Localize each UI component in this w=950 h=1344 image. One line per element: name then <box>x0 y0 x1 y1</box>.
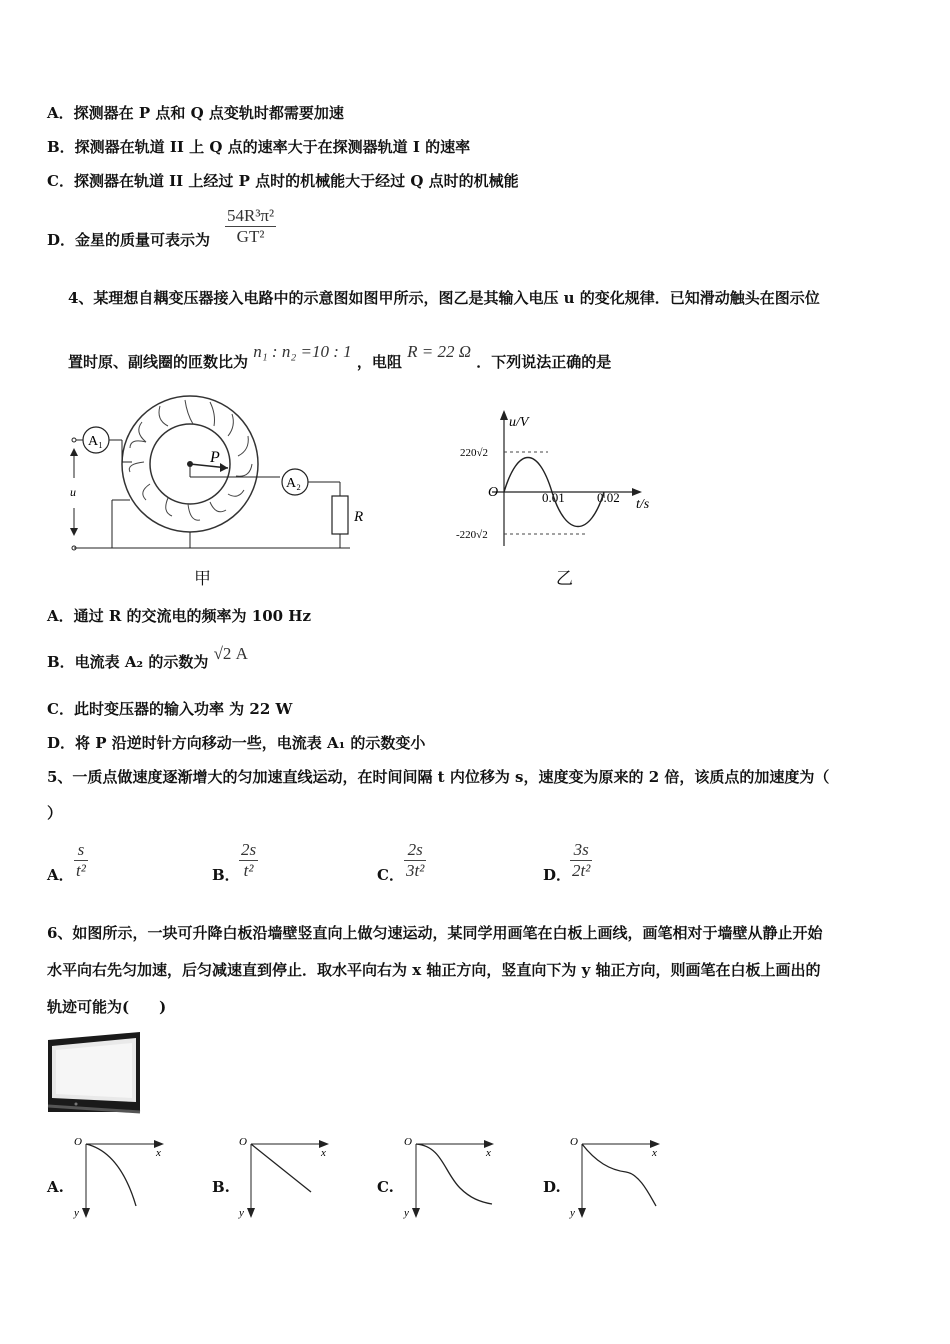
q5-option-d-label: D． <box>543 866 572 884</box>
label-y: y <box>239 1207 244 1219</box>
q4-option-b-value: √2 A <box>213 644 248 663</box>
q4-option-b <box>47 644 248 672</box>
q4-option-c: C．此时变压器的输入功率 为 22 W <box>47 700 293 718</box>
q5-option-c-label: C． <box>377 866 404 884</box>
label-trough: -220√2 <box>456 529 488 541</box>
label-x: x <box>156 1147 161 1159</box>
formula-denominator: t² <box>76 861 86 880</box>
label-a2: A₂ <box>286 476 301 491</box>
q4-stem-line1: 4、某理想自耦变压器接入电路中的示意图如图甲所示，图乙是其输入电压 u 的变化规律．已知滑动触头在图示位 <box>68 289 820 307</box>
q6-option-a-label: A. <box>47 1178 64 1196</box>
q6-option-b-label: B. <box>212 1178 230 1196</box>
label-x: x <box>486 1147 491 1159</box>
q6-stem-line2: 水平向右先匀加速，后匀减速直到停止．取水平向右为 x 轴正方向，竖直向下为 y 轴正方向，则画笔在白板上画出的 <box>47 961 821 979</box>
label-origin: O <box>404 1136 412 1148</box>
label-x: x <box>652 1147 657 1159</box>
resistor-r <box>332 496 348 534</box>
q5-option-b-formula <box>239 840 258 881</box>
formula-numerator: 2s <box>407 840 423 859</box>
label-origin: O <box>74 1136 82 1148</box>
q5-option-b-label: B． <box>212 866 240 884</box>
q6-option-c-label: C. <box>377 1178 394 1196</box>
q4-option-d: D．将 P 沿逆时针方向移动一些，电流表 A₁ 的示数变小 <box>47 734 426 752</box>
q5-stem-line2: ） <box>47 804 63 822</box>
q6-option-d-label: D. <box>543 1178 561 1196</box>
label-y: y <box>74 1207 79 1219</box>
label-y: y <box>570 1207 575 1219</box>
label-a1: A₁ <box>88 434 103 449</box>
q3-option-b: B．探测器在轨道 II 上 Q 点的速率大于在探测器轨道 I 的速率 <box>47 138 471 156</box>
q4-stem-part-c: ．下列说法正确的是 <box>476 353 612 371</box>
q4-figure-a-caption: 甲 <box>194 569 211 588</box>
label-origin: O <box>488 485 499 500</box>
q6-option-c-graph <box>400 1132 500 1220</box>
label-x-axis: t/s <box>636 497 650 512</box>
label-r: R <box>354 509 364 525</box>
label-t1: 0.01 <box>542 490 565 505</box>
label-y-axis: u/V <box>509 415 529 430</box>
q3-option-d: D．金星的质量可表示为 <box>47 231 211 249</box>
q5-option-a-label: A． <box>47 866 74 884</box>
q3-option-c: C．探测器在轨道 II 上经过 P 点时的机械能大于经过 Q 点时的机械能 <box>47 172 519 190</box>
formula-numerator: 54R³π² <box>227 206 275 225</box>
formula-numerator: 2s <box>241 840 257 859</box>
formula-numerator: s <box>77 840 85 859</box>
label-u: u <box>70 485 76 499</box>
q4-figure-b-caption: 乙 <box>556 569 573 588</box>
q3-option-d-formula <box>225 206 276 247</box>
q4-option-a: A．通过 R 的交流电的频率为 100 Hz <box>47 607 311 625</box>
formula-denominator: 3t² <box>406 861 425 880</box>
trajectory-curve <box>416 1144 492 1204</box>
q3-option-a: A．探测器在 P 点和 Q 点变轨时都需要加速 <box>47 104 344 122</box>
q5-option-a-formula <box>74 840 88 881</box>
label-slider-p: P <box>210 449 220 466</box>
label-origin: O <box>239 1136 247 1148</box>
trajectory-curve <box>582 1144 656 1206</box>
trajectory-line <box>251 1144 311 1192</box>
q6-option-a-graph <box>70 1132 170 1220</box>
q4-turn-ratio: n₁ : n₂ =10 : 1 <box>253 342 352 361</box>
q6-option-b-graph <box>235 1132 335 1220</box>
formula-denominator: GT² <box>225 226 276 247</box>
label-y: y <box>404 1207 409 1219</box>
q4-stem-part-a: 置时原、副线圈的匝数比为 <box>68 353 249 371</box>
label-origin: O <box>570 1136 578 1148</box>
q6-option-d-graph <box>566 1132 666 1220</box>
label-peak: 220√2 <box>460 447 489 459</box>
trajectory-curve <box>86 1144 136 1206</box>
q6-stem-line1: 6、如图所示，一块可升降白板沿墙壁竖直向上做匀速运动，某同学用画笔在白板上画线，画笔相对于墙壁从静止开始 <box>47 924 823 942</box>
q4-figure-circuit <box>60 392 380 562</box>
q4-stem-line2 <box>68 342 612 372</box>
q6-stem-line3: 轨迹可能为( ) <box>47 998 167 1016</box>
q5-stem-line1: 5、一质点做速度逐渐增大的匀加速直线运动，在时间间隔 t 内位移为 s，速度变为原来的 2 倍，该质点的加速度为（ <box>47 768 830 786</box>
q4-resistance: R = 22 Ω <box>407 342 472 361</box>
q6-whiteboard-image <box>46 1030 142 1114</box>
formula-numerator: 3s <box>573 840 589 859</box>
q4-figure-waveform <box>452 406 672 556</box>
q5-option-d-formula <box>570 840 592 881</box>
q5-option-c-formula <box>404 840 426 881</box>
label-x: x <box>321 1147 326 1159</box>
label-t2: 0.02 <box>597 490 620 505</box>
formula-denominator: t² <box>239 860 258 881</box>
q4-option-b-text: B．电流表 A₂ 的示数为 <box>47 653 209 671</box>
q4-stem-part-b: ，电阻 <box>356 353 402 371</box>
formula-denominator: 2t² <box>572 861 591 880</box>
